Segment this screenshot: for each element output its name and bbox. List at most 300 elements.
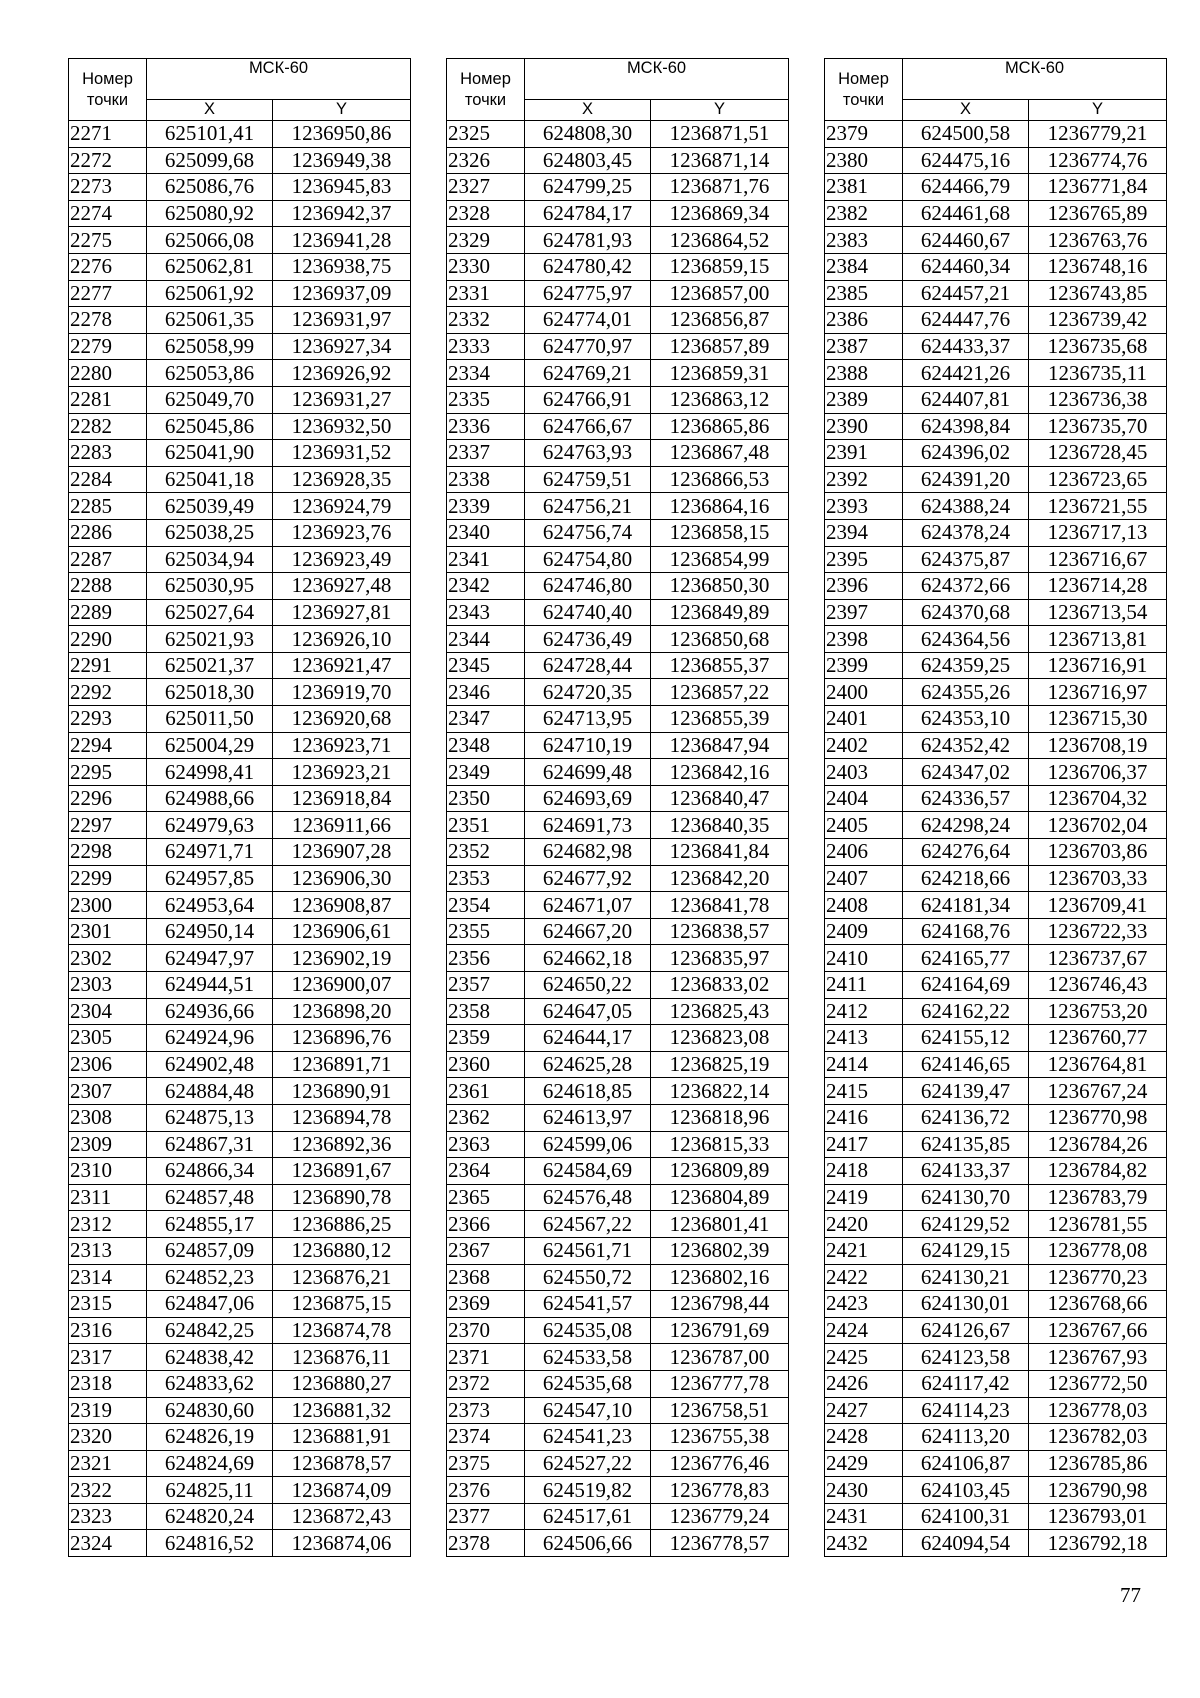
y-coordinate-cell: 1236859,15 — [651, 253, 789, 280]
point-number-cell: 2391 — [825, 440, 903, 467]
point-number-cell: 2418 — [825, 1158, 903, 1185]
x-coordinate-cell: 624146,65 — [903, 1051, 1029, 1078]
table-row — [825, 573, 1167, 600]
point-number-cell: 2305 — [69, 1025, 147, 1052]
table-row — [825, 280, 1167, 307]
table-row — [447, 1104, 789, 1131]
x-coordinate-cell: 624375,87 — [903, 546, 1029, 573]
table-row — [69, 307, 411, 334]
x-coordinate-cell: 624766,67 — [525, 413, 651, 440]
x-coordinate-cell: 624391,20 — [903, 466, 1029, 493]
y-coordinate-cell: 1236874,09 — [273, 1477, 411, 1504]
y-coordinate-cell: 1236926,10 — [273, 626, 411, 653]
point-number-cell: 2426 — [825, 1370, 903, 1397]
y-coordinate-cell: 1236874,78 — [273, 1317, 411, 1344]
table-row — [825, 1370, 1167, 1397]
x-coordinate-cell: 624461,68 — [903, 200, 1029, 227]
y-coordinate-cell: 1236941,28 — [273, 227, 411, 254]
y-coordinate-cell: 1236849,89 — [651, 599, 789, 626]
table-row — [825, 679, 1167, 706]
table-row — [69, 998, 411, 1025]
table-row — [447, 972, 789, 999]
point-number-cell: 2312 — [69, 1211, 147, 1238]
table-row — [825, 1104, 1167, 1131]
table-row — [825, 1477, 1167, 1504]
y-header: Y — [273, 100, 411, 121]
table-row — [825, 493, 1167, 520]
x-coordinate-cell: 624094,54 — [903, 1530, 1029, 1557]
y-coordinate-cell: 1236787,00 — [651, 1344, 789, 1371]
point-number-cell: 2340 — [447, 519, 525, 546]
x-coordinate-cell: 624353,10 — [903, 706, 1029, 733]
table-row — [69, 200, 411, 227]
y-coordinate-cell: 1236923,49 — [273, 546, 411, 573]
coord-system-header: МСК-60 — [147, 59, 411, 100]
x-coordinate-cell: 624866,34 — [147, 1158, 273, 1185]
point-number-cell: 2275 — [69, 227, 147, 254]
x-coordinate-cell: 624613,97 — [525, 1104, 651, 1131]
y-coordinate-cell: 1236908,87 — [273, 892, 411, 919]
y-coordinate-cell: 1236842,20 — [651, 865, 789, 892]
point-number-cell: 2370 — [447, 1317, 525, 1344]
x-coordinate-cell: 624826,19 — [147, 1424, 273, 1451]
point-number-cell: 2297 — [69, 812, 147, 839]
y-coordinate-cell: 1236764,81 — [1029, 1051, 1167, 1078]
point-number-cell: 2401 — [825, 706, 903, 733]
point-number-cell: 2362 — [447, 1104, 525, 1131]
y-coordinate-cell: 1236855,37 — [651, 652, 789, 679]
table-row — [447, 1078, 789, 1105]
table-row — [69, 360, 411, 387]
y-coordinate-cell: 1236858,15 — [651, 519, 789, 546]
coordinates-table-3 — [824, 58, 1167, 1557]
x-header: X — [525, 100, 651, 121]
y-coordinate-cell: 1236778,57 — [651, 1530, 789, 1557]
table-row — [825, 333, 1167, 360]
table-row — [69, 785, 411, 812]
y-coordinate-cell: 1236890,91 — [273, 1078, 411, 1105]
point-number-cell: 2382 — [825, 200, 903, 227]
point-number-cell: 2290 — [69, 626, 147, 653]
coordinates-table-2 — [446, 58, 789, 1557]
y-coordinate-cell: 1236784,82 — [1029, 1158, 1167, 1185]
point-number-cell: 2346 — [447, 679, 525, 706]
point-number-cell: 2388 — [825, 360, 903, 387]
point-number-cell: 2417 — [825, 1131, 903, 1158]
table-row — [69, 413, 411, 440]
y-coordinate-cell: 1236743,85 — [1029, 280, 1167, 307]
x-coordinate-cell: 625061,35 — [147, 307, 273, 334]
table-row — [447, 918, 789, 945]
x-coordinate-cell: 625061,92 — [147, 280, 273, 307]
x-coordinate-cell: 624875,13 — [147, 1104, 273, 1131]
y-coordinate-cell: 1236949,38 — [273, 147, 411, 174]
point-number-cell: 2296 — [69, 785, 147, 812]
point-number-cell: 2298 — [69, 839, 147, 866]
table-row — [69, 892, 411, 919]
point-number-cell: 2284 — [69, 466, 147, 493]
y-coordinate-cell: 1236770,23 — [1029, 1264, 1167, 1291]
x-coordinate-cell: 624164,69 — [903, 972, 1029, 999]
point-number-cell: 2310 — [69, 1158, 147, 1185]
table-row — [825, 440, 1167, 467]
x-coordinate-cell: 624372,66 — [903, 573, 1029, 600]
x-coordinate-cell: 624824,69 — [147, 1450, 273, 1477]
y-coordinate-cell: 1236779,21 — [1029, 121, 1167, 148]
point-number-cell: 2366 — [447, 1211, 525, 1238]
y-coordinate-cell: 1236765,89 — [1029, 200, 1167, 227]
x-coordinate-cell: 624130,70 — [903, 1184, 1029, 1211]
y-coordinate-cell: 1236857,00 — [651, 280, 789, 307]
y-coordinate-cell: 1236841,84 — [651, 839, 789, 866]
point-number-cell: 2314 — [69, 1264, 147, 1291]
point-number-cell: 2410 — [825, 945, 903, 972]
point-number-cell: 2393 — [825, 493, 903, 520]
table-row — [447, 1317, 789, 1344]
point-number-cell: 2375 — [447, 1450, 525, 1477]
x-coordinate-cell: 624103,45 — [903, 1477, 1029, 1504]
table-row — [69, 174, 411, 201]
point-number-cell: 2274 — [69, 200, 147, 227]
point-number-cell: 2323 — [69, 1503, 147, 1530]
y-coordinate-cell: 1236706,37 — [1029, 759, 1167, 786]
y-coordinate-cell: 1236945,83 — [273, 174, 411, 201]
table-row — [69, 1344, 411, 1371]
y-coordinate-cell: 1236735,70 — [1029, 413, 1167, 440]
point-number-cell: 2339 — [447, 493, 525, 520]
x-coordinate-cell: 624775,97 — [525, 280, 651, 307]
y-coordinate-cell: 1236871,76 — [651, 174, 789, 201]
y-coordinate-cell: 1236703,86 — [1029, 839, 1167, 866]
point-number-cell: 2396 — [825, 573, 903, 600]
point-number-cell: 2383 — [825, 227, 903, 254]
table-row — [825, 519, 1167, 546]
point-number-cell: 2367 — [447, 1237, 525, 1264]
y-coordinate-cell: 1236779,24 — [651, 1503, 789, 1530]
table-row — [69, 1291, 411, 1318]
x-coordinate-cell: 624936,66 — [147, 998, 273, 1025]
y-coordinate-cell: 1236891,71 — [273, 1051, 411, 1078]
point-number-cell: 2315 — [69, 1291, 147, 1318]
y-header: Y — [1029, 100, 1167, 121]
x-coordinate-cell: 624165,77 — [903, 945, 1029, 972]
x-coordinate-cell: 624957,85 — [147, 865, 273, 892]
y-coordinate-cell: 1236924,79 — [273, 493, 411, 520]
point-number-cell: 2365 — [447, 1184, 525, 1211]
table-row — [825, 546, 1167, 573]
point-number-cell: 2356 — [447, 945, 525, 972]
table-row — [447, 519, 789, 546]
point-number-cell: 2291 — [69, 652, 147, 679]
table-row — [447, 892, 789, 919]
x-coordinate-cell: 624766,91 — [525, 386, 651, 413]
point-number-cell: 2379 — [825, 121, 903, 148]
point-number-cell: 2381 — [825, 174, 903, 201]
y-coordinate-cell: 1236923,21 — [273, 759, 411, 786]
y-coordinate-cell: 1236767,93 — [1029, 1344, 1167, 1371]
x-coordinate-cell: 624950,14 — [147, 918, 273, 945]
point-number-cell: 2279 — [69, 333, 147, 360]
x-coordinate-cell: 625011,50 — [147, 706, 273, 733]
x-coordinate-cell: 624769,21 — [525, 360, 651, 387]
x-coordinate-cell: 624693,69 — [525, 785, 651, 812]
y-coordinate-cell: 1236841,78 — [651, 892, 789, 919]
table-row — [447, 759, 789, 786]
y-coordinate-cell: 1236758,51 — [651, 1397, 789, 1424]
x-coordinate-cell: 624378,24 — [903, 519, 1029, 546]
y-coordinate-cell: 1236938,75 — [273, 253, 411, 280]
table-row — [69, 865, 411, 892]
point-number-cell: 2425 — [825, 1344, 903, 1371]
y-coordinate-cell: 1236809,89 — [651, 1158, 789, 1185]
x-coordinate-cell: 625039,49 — [147, 493, 273, 520]
y-coordinate-cell: 1236863,12 — [651, 386, 789, 413]
y-coordinate-cell: 1236823,08 — [651, 1025, 789, 1052]
table-row — [447, 1503, 789, 1530]
table-row — [447, 706, 789, 733]
table-row — [825, 839, 1167, 866]
y-coordinate-cell: 1236753,20 — [1029, 998, 1167, 1025]
x-coordinate-cell: 624106,87 — [903, 1450, 1029, 1477]
x-coordinate-cell: 624162,22 — [903, 998, 1029, 1025]
table-row — [69, 918, 411, 945]
y-coordinate-cell: 1236708,19 — [1029, 732, 1167, 759]
point-number-cell: 2285 — [69, 493, 147, 520]
table-row — [69, 652, 411, 679]
table-row — [825, 121, 1167, 148]
x-coordinate-cell: 624736,49 — [525, 626, 651, 653]
point-number-cell: 2272 — [69, 147, 147, 174]
y-coordinate-cell: 1236717,13 — [1029, 519, 1167, 546]
x-coordinate-cell: 624129,15 — [903, 1237, 1029, 1264]
x-coordinate-cell: 624884,48 — [147, 1078, 273, 1105]
table-row — [447, 121, 789, 148]
point-number-cell: 2361 — [447, 1078, 525, 1105]
y-coordinate-cell: 1236876,21 — [273, 1264, 411, 1291]
x-coordinate-cell: 624117,42 — [903, 1370, 1029, 1397]
table-row — [825, 1450, 1167, 1477]
x-coordinate-cell: 625038,25 — [147, 519, 273, 546]
y-coordinate-cell: 1236923,71 — [273, 732, 411, 759]
y-coordinate-cell: 1236857,89 — [651, 333, 789, 360]
point-number-cell: 2415 — [825, 1078, 903, 1105]
y-coordinate-cell: 1236716,67 — [1029, 546, 1167, 573]
x-coordinate-cell: 624740,40 — [525, 599, 651, 626]
point-number-cell: 2313 — [69, 1237, 147, 1264]
x-coordinate-cell: 624650,22 — [525, 972, 651, 999]
table-row — [447, 732, 789, 759]
point-number-cell: 2282 — [69, 413, 147, 440]
table-row — [447, 546, 789, 573]
table-row — [825, 652, 1167, 679]
table-row — [69, 812, 411, 839]
x-coordinate-cell: 624830,60 — [147, 1397, 273, 1424]
x-coordinate-cell: 624541,23 — [525, 1424, 651, 1451]
table-row — [825, 892, 1167, 919]
x-coordinate-cell: 624527,22 — [525, 1450, 651, 1477]
y-coordinate-cell: 1236833,02 — [651, 972, 789, 999]
x-coordinate-cell: 625021,93 — [147, 626, 273, 653]
table-row — [825, 759, 1167, 786]
y-coordinate-cell: 1236894,78 — [273, 1104, 411, 1131]
x-coordinate-cell: 624584,69 — [525, 1158, 651, 1185]
x-coordinate-cell: 625066,08 — [147, 227, 273, 254]
y-coordinate-cell: 1236932,50 — [273, 413, 411, 440]
y-coordinate-cell: 1236713,54 — [1029, 599, 1167, 626]
point-number-cell: 2280 — [69, 360, 147, 387]
point-number-cell: 2430 — [825, 1477, 903, 1504]
y-coordinate-cell: 1236857,22 — [651, 679, 789, 706]
y-coordinate-cell: 1236864,16 — [651, 493, 789, 520]
y-coordinate-cell: 1236931,52 — [273, 440, 411, 467]
point-number-cell: 2422 — [825, 1264, 903, 1291]
point-number-cell: 2351 — [447, 812, 525, 839]
point-number-cell: 2369 — [447, 1291, 525, 1318]
table-row — [825, 1424, 1167, 1451]
table-row — [447, 1370, 789, 1397]
point-number-cell: 2345 — [447, 652, 525, 679]
point-number-cell: 2380 — [825, 147, 903, 174]
table-row — [447, 253, 789, 280]
y-coordinate-cell: 1236737,67 — [1029, 945, 1167, 972]
table-row — [69, 1025, 411, 1052]
x-coordinate-cell: 624720,35 — [525, 679, 651, 706]
y-coordinate-cell: 1236931,97 — [273, 307, 411, 334]
x-coordinate-cell: 625021,37 — [147, 652, 273, 679]
y-coordinate-cell: 1236746,43 — [1029, 972, 1167, 999]
table-row — [825, 1184, 1167, 1211]
table-row — [447, 227, 789, 254]
table-row — [825, 386, 1167, 413]
table-row — [447, 998, 789, 1025]
point-number-cell: 2424 — [825, 1317, 903, 1344]
table-row — [825, 945, 1167, 972]
point-number-cell: 2404 — [825, 785, 903, 812]
table-row — [69, 493, 411, 520]
y-coordinate-cell: 1236804,89 — [651, 1184, 789, 1211]
y-coordinate-cell: 1236928,35 — [273, 466, 411, 493]
y-coordinate-cell: 1236927,48 — [273, 573, 411, 600]
y-coordinate-cell: 1236840,35 — [651, 812, 789, 839]
y-coordinate-cell: 1236906,30 — [273, 865, 411, 892]
y-coordinate-cell: 1236874,06 — [273, 1530, 411, 1557]
y-coordinate-cell: 1236763,76 — [1029, 227, 1167, 254]
y-coordinate-cell: 1236900,07 — [273, 972, 411, 999]
x-coordinate-cell: 624710,19 — [525, 732, 651, 759]
x-coordinate-cell: 624842,25 — [147, 1317, 273, 1344]
table-row — [447, 599, 789, 626]
y-coordinate-cell: 1236713,81 — [1029, 626, 1167, 653]
table-row — [69, 1184, 411, 1211]
y-coordinate-cell: 1236772,50 — [1029, 1370, 1167, 1397]
point-number-cell: 2398 — [825, 626, 903, 653]
table-row — [825, 227, 1167, 254]
point-number-cell: 2333 — [447, 333, 525, 360]
x-coordinate-cell: 625041,18 — [147, 466, 273, 493]
table-row — [825, 626, 1167, 653]
table-row — [825, 1530, 1167, 1557]
point-number-cell: 2304 — [69, 998, 147, 1025]
y-coordinate-cell: 1236818,96 — [651, 1104, 789, 1131]
table-row — [69, 253, 411, 280]
point-number-cell: 2374 — [447, 1424, 525, 1451]
point-number-cell: 2409 — [825, 918, 903, 945]
x-coordinate-cell: 624355,26 — [903, 679, 1029, 706]
table-row — [69, 1370, 411, 1397]
x-coordinate-cell: 624517,61 — [525, 1503, 651, 1530]
table-row — [69, 121, 411, 148]
point-number-cell: 2343 — [447, 599, 525, 626]
y-coordinate-cell: 1236822,14 — [651, 1078, 789, 1105]
point-number-cell: 2413 — [825, 1025, 903, 1052]
table-row — [69, 1317, 411, 1344]
table-row — [825, 785, 1167, 812]
y-coordinate-cell: 1236842,16 — [651, 759, 789, 786]
point-number-cell: 2389 — [825, 386, 903, 413]
y-coordinate-cell: 1236881,91 — [273, 1424, 411, 1451]
x-coordinate-cell: 624618,85 — [525, 1078, 651, 1105]
y-coordinate-cell: 1236896,76 — [273, 1025, 411, 1052]
y-coordinate-cell: 1236902,19 — [273, 945, 411, 972]
point-number-cell: 2360 — [447, 1051, 525, 1078]
point-number-cell: 2402 — [825, 732, 903, 759]
point-number-cell: 2329 — [447, 227, 525, 254]
y-coordinate-cell: 1236838,57 — [651, 918, 789, 945]
table-row — [447, 493, 789, 520]
y-coordinate-cell: 1236847,94 — [651, 732, 789, 759]
table-row — [825, 360, 1167, 387]
x-coordinate-cell: 625058,99 — [147, 333, 273, 360]
x-coordinate-cell: 624460,34 — [903, 253, 1029, 280]
table-row — [69, 1530, 411, 1557]
y-coordinate-cell: 1236784,26 — [1029, 1131, 1167, 1158]
x-coordinate-cell: 624181,34 — [903, 892, 1029, 919]
x-coordinate-cell: 624671,07 — [525, 892, 651, 919]
x-coordinate-cell: 624155,12 — [903, 1025, 1029, 1052]
y-coordinate-cell: 1236715,30 — [1029, 706, 1167, 733]
x-coordinate-cell: 624352,42 — [903, 732, 1029, 759]
y-coordinate-cell: 1236878,57 — [273, 1450, 411, 1477]
table-row — [447, 679, 789, 706]
x-coordinate-cell: 624506,66 — [525, 1530, 651, 1557]
point-number-cell: 2331 — [447, 280, 525, 307]
table-row — [447, 573, 789, 600]
y-coordinate-cell: 1236782,03 — [1029, 1424, 1167, 1451]
table-row — [825, 998, 1167, 1025]
x-coordinate-cell: 624770,97 — [525, 333, 651, 360]
table-row — [825, 1237, 1167, 1264]
y-coordinate-cell: 1236931,27 — [273, 386, 411, 413]
y-coordinate-cell: 1236802,16 — [651, 1264, 789, 1291]
point-number-cell: 2429 — [825, 1450, 903, 1477]
table-row — [69, 1264, 411, 1291]
y-coordinate-cell: 1236850,30 — [651, 573, 789, 600]
point-number-cell: 2311 — [69, 1184, 147, 1211]
x-coordinate-cell: 624130,01 — [903, 1291, 1029, 1318]
table-row — [69, 1078, 411, 1105]
table-row — [447, 1450, 789, 1477]
point-number-cell: 2350 — [447, 785, 525, 812]
point-number-cell: 2394 — [825, 519, 903, 546]
table-row — [447, 839, 789, 866]
point-number-cell: 2294 — [69, 732, 147, 759]
x-coordinate-cell: 624276,64 — [903, 839, 1029, 866]
x-coordinate-cell: 624447,76 — [903, 307, 1029, 334]
x-header: X — [903, 100, 1029, 121]
point-number-cell: 2406 — [825, 839, 903, 866]
table-row — [69, 1477, 411, 1504]
point-number-cell: 2349 — [447, 759, 525, 786]
